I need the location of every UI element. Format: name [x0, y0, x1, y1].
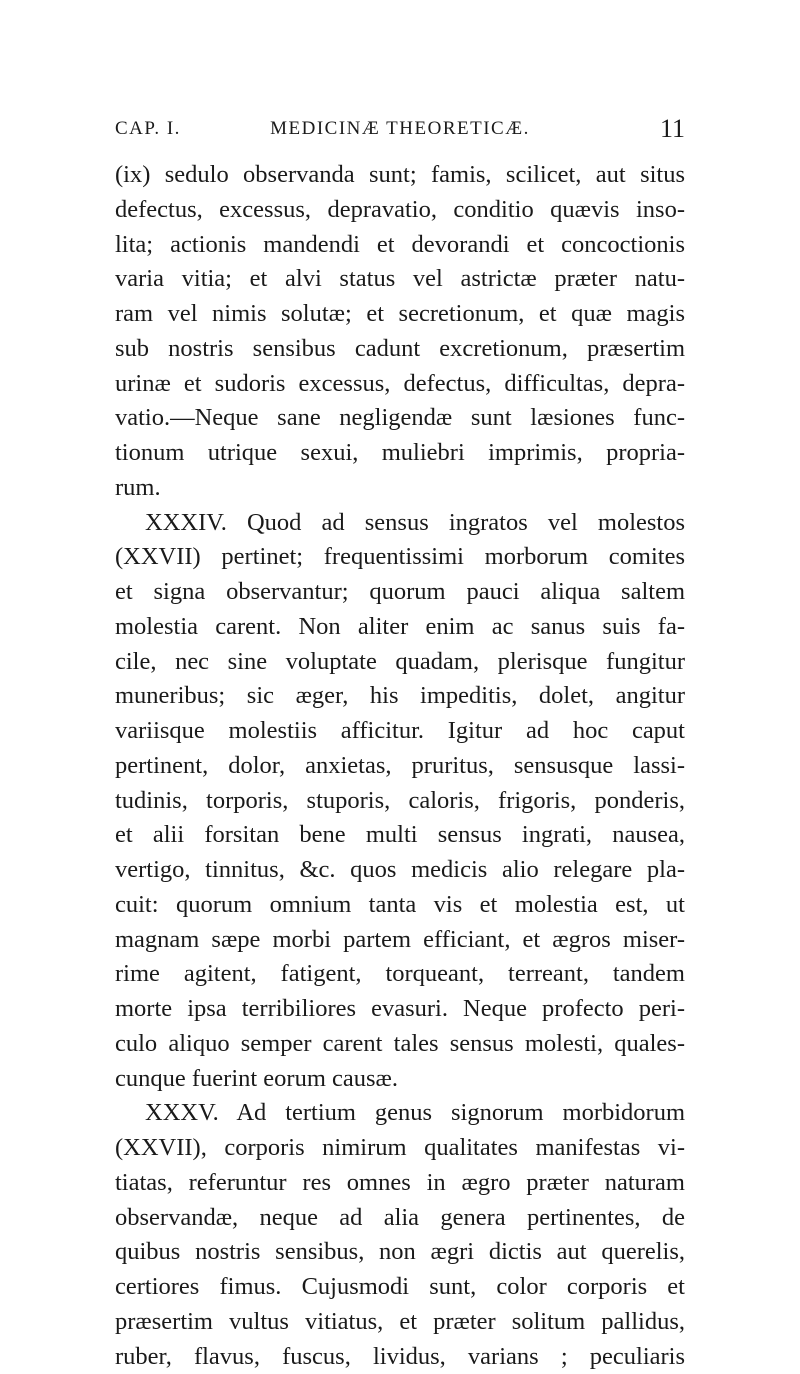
text-line: XXXV. Ad tertium genus signorum morbidorum: [115, 1096, 685, 1131]
text-line: tiatas, referuntur res omnes in ægro præter naturam: [115, 1166, 685, 1201]
text-line: quibus nostris sensibus, non ægri dictis aut querelis,: [115, 1235, 685, 1270]
text-line: culo aliquo semper carent tales sensus molesti, quales-: [115, 1027, 685, 1062]
text-line: cile, nec sine voluptate quadam, plerisque fungitur: [115, 645, 685, 680]
text-line: et alii forsitan bene multi sensus ingrati, nausea,: [115, 818, 685, 853]
chapter-label: CAP. I.: [115, 118, 181, 140]
text-line: molestia carent. Non aliter enim ac sanus suis fa-: [115, 610, 685, 645]
text-line: tionum utrique sexui, muliebri imprimis, propria-: [115, 436, 685, 471]
text-line: lita; actionis mandendi et devorandi et concoctionis: [115, 228, 685, 263]
text-line: muneribus; sic æger, his impeditis, dolet, angitur: [115, 679, 685, 714]
text-line: præsertim vultus vitiatus, et præter solitum pallidus,: [115, 1305, 685, 1340]
text-line: (XXVII), corporis nimirum qualitates manifestas vi-: [115, 1131, 685, 1166]
running-title: MEDICINÆ THEORETICÆ.: [115, 118, 685, 140]
text-line: urinæ et sudoris excessus, defectus, difficultas, depra-: [115, 367, 685, 402]
text-line: variisque molestiis afficitur. Igitur ad hoc caput: [115, 714, 685, 749]
text-line: XXXIV. Quod ad sensus ingratos vel molestos: [115, 506, 685, 541]
text-line: cuit: quorum omnium tanta vis et molestia est, ut: [115, 888, 685, 923]
text-line: rime agitent, fatigent, torqueant, terreant, tandem: [115, 957, 685, 992]
text-line: cunque fuerint eorum causæ.: [115, 1062, 685, 1097]
running-head: [115, 118, 685, 144]
text-line: (XXVII) pertinet; frequentissimi morborum comites: [115, 540, 685, 575]
text-line: varia vitia; et alvi status vel astrictæ præter natu-: [115, 262, 685, 297]
text-line: magnam sæpe morbi partem efficiant, et ægros miser-: [115, 923, 685, 958]
text-line: ruber, flavus, fuscus, lividus, varians ; peculiaris: [115, 1340, 685, 1374]
text-line: rum.: [115, 471, 685, 506]
text-line: morte ipsa terribiliores evasuri. Neque profecto peri-: [115, 992, 685, 1027]
page-number: 11: [660, 114, 685, 144]
text-line: ram vel nimis solutæ; et secretionum, et quæ magis: [115, 297, 685, 332]
text-line: (ix) sedulo observanda sunt; famis, scilicet, aut situs: [115, 158, 685, 193]
text-line: pertinent, dolor, anxietas, pruritus, sensusque lassi-: [115, 749, 685, 784]
text-line: sub nostris sensibus cadunt excretionum, præsertim: [115, 332, 685, 367]
text-line: et signa observantur; quorum pauci aliqua saltem: [115, 575, 685, 610]
text-line: certiores fimus. Cujusmodi sunt, color corporis et: [115, 1270, 685, 1305]
text-line: vatio.—Neque sane negligendæ sunt læsiones func-: [115, 401, 685, 436]
text-line: vertigo, tinnitus, &c. quos medicis alio relegare pla-: [115, 853, 685, 888]
text-line: observandæ, neque ad alia genera pertinentes, de: [115, 1201, 685, 1236]
text-line: defectus, excessus, depravatio, conditio quævis inso-: [115, 193, 685, 228]
text-line: tudinis, torporis, stuporis, caloris, frigoris, ponderis,: [115, 784, 685, 819]
body-text: [115, 158, 685, 1374]
